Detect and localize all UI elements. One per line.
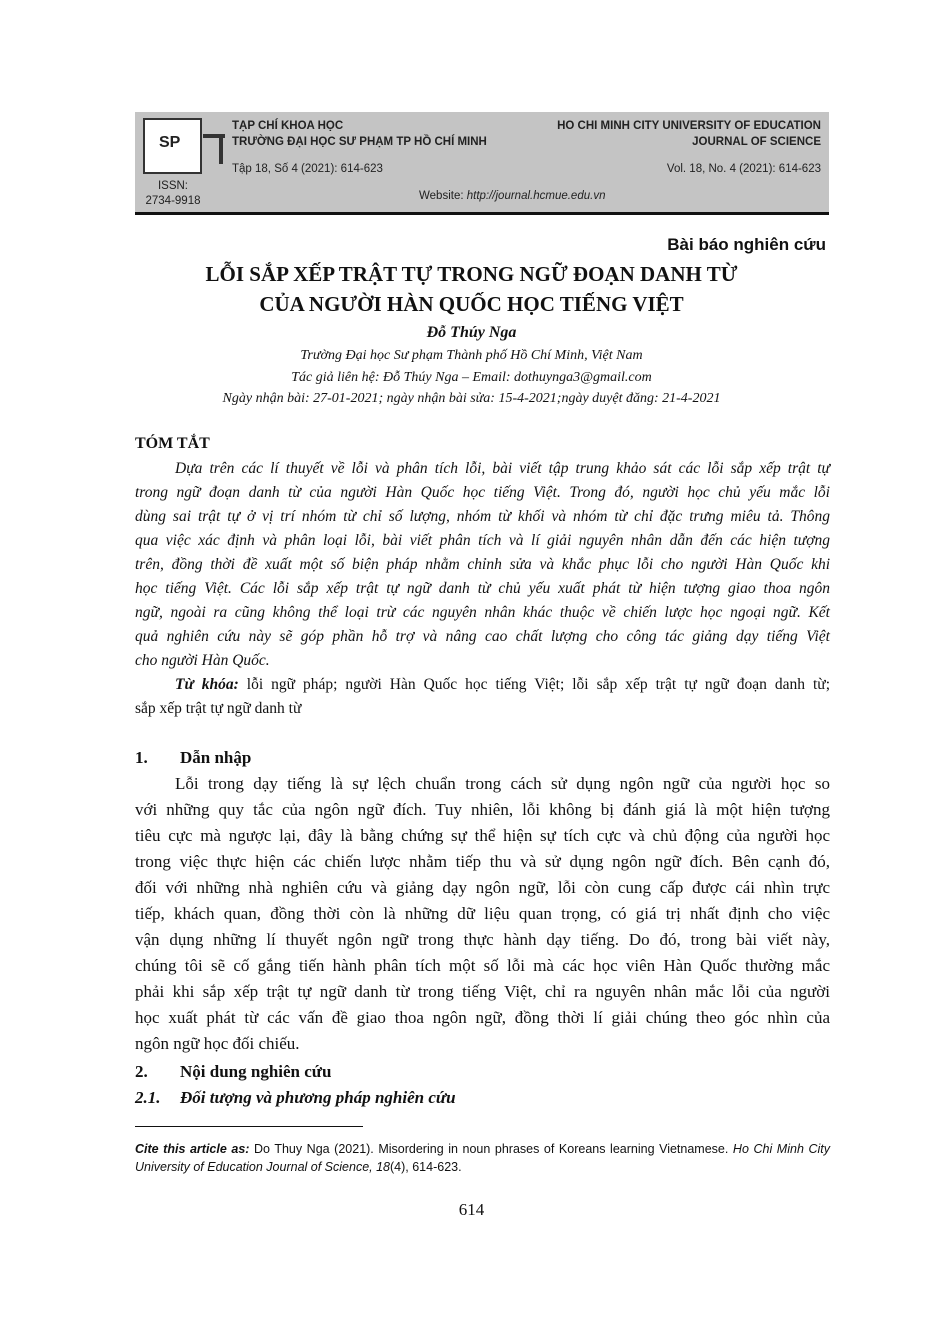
keywords-cont: sắp xếp trật tự ngữ danh từ: [135, 700, 302, 717]
title-line-2: CỦA NGƯỜI HÀN QUỐC HỌC TIẾNG VIỆT: [259, 292, 684, 316]
page-number: 614: [458, 1200, 485, 1219]
dates: Ngày nhận bài: 27-01-2021; ngày nhận bài sửa: 15-4-2021;ngày duyệt đăng: 21-4-2021: [222, 391, 721, 406]
article-type: Bài báo nghiên cứu: [667, 235, 826, 254]
keywords: Từ khóa: lỗi ngữ pháp; người Hàn Quốc học tiếng Việt; lỗi sắp xếp trật tự ngữ đoạn danh từ;: [175, 676, 831, 693]
corresponding-author: Tác giả liên hệ: Đỗ Thúy Nga – Email: dothuynga3@gmail.com: [291, 370, 652, 385]
university-logo: SP: [143, 118, 202, 174]
issn-label: ISSN:: [157, 180, 189, 192]
university-name-vn: TRƯỜNG ĐẠI HỌC SƯ PHẠM TP HỒ CHÍ MINH: [232, 136, 487, 148]
issn: 2734-9918: [145, 195, 201, 207]
citation: Cite this article as: Do Thuy Nga (2021). Misordering in noun phrases of Koreans learning Vietnamese. Ho Chi Minh City University of Education Journal of Science, 18(4), 614-623.: [135, 1142, 830, 1174]
university-name-en: HO CHI MINH CITY UNIVERSITY OF EDUCATION: [557, 120, 821, 132]
footnote-divider: [135, 1126, 363, 1127]
journal-name-en: JOURNAL OF SCIENCE: [692, 136, 821, 148]
author: Đỗ Thúy Nga: [426, 324, 517, 341]
section-2-heading: 2. Nội dung nghiên cứu: [135, 1062, 332, 1081]
section-1-heading: 1. Dẫn nhập: [135, 748, 252, 767]
journal-header: [135, 112, 829, 215]
issue-vn: Tập 18, Số 4 (2021): 614-623: [232, 163, 383, 175]
paper-page: SP TẠP CHÍ KHOA HỌC TRƯỜNG ĐẠI HỌC SƯ PHẠM TP HỒ CHÍ MINH Tập 18, Số 4 (2021): 614-623 HO CHI MINH CITY UNIVERSITY OF EDUCATION JOURNAL OF SCIENCE Vol. 18, No. 4 (2021): 614-623 ISSN: 2734-9918 Website: http://journal.hcmue.edu.vn Bài báo nghiên cứu LỖI SẮP XẾP TRẬT TỰ TRONG NGỮ ĐOẠN DANH TỪ CỦA NGƯỜI HÀN QUỐC HỌC TIẾNG VIỆT Đỗ Thúy Nga Trường Đại học Sư phạm Thành phố Hồ Chí Minh, Việt Nam Tác giả liên hệ: Đỗ Thúy Nga – Email: dothuynga3@gmail.com Ngày nhận bài: 27-01-2021; ngày nhận bài sửa: 15-4-2021;ngày duyệt đăng: 21-4-2021 TÓM TẮT Dựa trên các lí thuyết về lỗi và phân tích lỗi, bài viết tập trung khảo sát các lỗi sắp xếp trật tự trong ngữ đoạn danh từ của người Hàn Quốc học tiếng Việt. Trong đó, người học chủ yếu mắc lỗi dùng sai trật tự ở vị trí nhóm từ chỉ số lượng, nhóm từ khối và nhóm từ chỉ đặc trưng miêu tả. Thông qua việc xác định và phân loại lỗi, bài viết phân tích và lí giải nguyên nhân dẫn đến các hiện tượng trên, đồng thời đề xuất một số biện pháp nhằm chỉnh sửa và khắc phục lỗi cho người Hàn Quốc khi học tiếng Việt. Các lỗi sắp xếp trật tự ngữ danh từ chủ yếu xuất phát từ hiện tượng giao thoa ngôn ngữ, ngoài ra cũng không thể loại trừ các nguyên nhân khác thuộc về chiến lược học ngoại ngữ. Kết quả nghiên cứu này sẽ góp phần hỗ trợ và nâng cao chất lượng cho công tác giảng dạy tiếng Việt cho người Hàn Quốc. Từ khóa: lỗi ngữ pháp; người Hàn Quốc học tiếng Việt; lỗi sắp xếp trật tự ngữ đoạn danh từ; sắp xếp trật tự ngữ danh từ 1. Dẫn nhập Lỗi trong dạy tiếng là sự lệch chuẩn trong cách sử dụng ngôn ngữ của người học so với những quy tắc của ngôn ngữ đích. Tuy nhiên, lỗi không bị đánh giá là một hiện tượng tiêu cực mà ngược lại, đây là bằng chứng sự thể hiện sự tích cực và chủ động của người học trong việc thực hiện các chiến lược nhằm tiếp thu và sử dụng ngôn ngữ đích. Bên cạnh đó, đối với những nhà nghiên cứu và giảng dạy ngôn ngữ, lỗi còn cung cấp được cái nhìn trực tiếp, khách quan, đồng thời còn là những dữ liệu quan trọng, có giá trị nhất định cho việc vận dụng những lí thuyết ngôn ngữ trong thực hành dạy tiếng. Do đó, trong bài viết này, chúng tôi sẽ cố gắng tiến hành phân tích một số lỗi mà các học viên Hàn Quốc thường mắc phải khi sắp xếp trật tự ngữ danh từ trong tiếng Việt, chỉ ra nguyên nhân mắc lỗi của người học xuất phát từ các vấn đề giao thoa ngôn ngữ, đồng thời lí giải chúng theo góc nhìn của ngôn ngữ học đối chiếu. 2. Nội dung nghiên cứu 2.1. Đối tượng và phương pháp nghiên cứu Cite this article as: Do Thuy Nga (2021). Misordering in noun phrases of Koreans learning Vietnamese. Ho Chi Minh City University of Education Journal of Science, 18(4), 614-623. 614: [0, 0, 943, 1333]
issue-en: Vol. 18, No. 4 (2021): 614-623: [666, 163, 821, 175]
title-line-1: LỖI SẮP XẾP TRẬT TỰ TRONG NGỮ ĐOẠN DANH TỪ: [205, 262, 738, 286]
website-link[interactable]: http://journal.hcmue.edu.vn: [466, 190, 606, 202]
website: Website: http://journal.hcmue.edu.vn: [419, 190, 606, 202]
abstract-heading: TÓM TẮT: [135, 435, 210, 452]
section-2-1-heading: 2.1. Đối tượng và phương pháp nghiên cứu: [135, 1088, 456, 1107]
affiliation: Trường Đại học Sư phạm Thành phố Hồ Chí Minh, Việt Nam: [300, 348, 643, 363]
journal-name-vn: TẠP CHÍ KHOA HỌC: [232, 120, 344, 132]
